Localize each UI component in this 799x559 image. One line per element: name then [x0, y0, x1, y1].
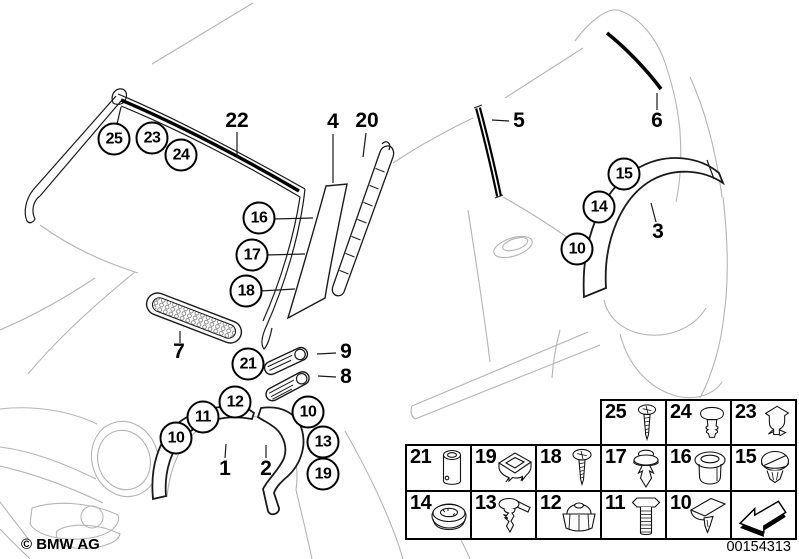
callout-circle-25[interactable]: 25 [98, 123, 131, 156]
legend-cell-24[interactable]: 24 [665, 399, 732, 446]
callout-circle-11[interactable]: 11 [187, 401, 220, 434]
legend-cell-10[interactable]: 10 [665, 490, 732, 540]
callout-circle-10-mid[interactable]: 10 [292, 396, 325, 429]
part-label-2[interactable]: 2 [260, 457, 272, 480]
round-grommet-icon [429, 494, 469, 540]
part-7-bonnet-grille [143, 290, 244, 346]
callout-circle-10-rear[interactable]: 10 [561, 233, 594, 266]
legend-row-1 [600, 399, 797, 446]
part-label-9[interactable]: 9 [340, 340, 352, 363]
legend-cell-12[interactable]: 12 [535, 490, 602, 540]
legend-cell-23[interactable]: 23 [730, 399, 797, 446]
callout-circle-16[interactable]: 16 [243, 202, 276, 235]
part-4-pillar-cover [288, 184, 347, 318]
legend-cell-13[interactable]: 13 [470, 490, 537, 540]
part-label-8[interactable]: 8 [340, 365, 352, 388]
copyright-text: © BMW AG [21, 536, 100, 553]
oval-grommet-icon [691, 448, 729, 492]
part-label-5[interactable]: 5 [513, 109, 525, 132]
callout-circle-23[interactable]: 23 [136, 122, 169, 155]
callout-circle-12[interactable]: 12 [219, 386, 252, 419]
part-5-pillar-strip [474, 105, 503, 198]
callout-circle-19[interactable]: 19 [307, 458, 340, 491]
wedge-clip-icon [687, 494, 729, 540]
legend-cell-arrow[interactable] [730, 490, 797, 540]
dome-head-screw-icon [695, 403, 729, 445]
lever-clip-icon [494, 494, 534, 540]
legend-cell-18[interactable]: 18 [535, 444, 602, 492]
part-label-22[interactable]: 22 [225, 109, 249, 132]
part-20-pillar-carrier [332, 142, 393, 296]
legend-row-3 [405, 490, 797, 540]
pan-head-screw-icon [565, 448, 599, 490]
expanding-rivet-icon [628, 448, 664, 492]
expansion-plug-icon [760, 403, 794, 445]
legend-row-2 [405, 444, 797, 492]
document-number: 00154313 [726, 539, 791, 555]
callout-circle-14[interactable]: 14 [583, 191, 616, 224]
part-label-4[interactable]: 4 [327, 110, 339, 133]
callout-circle-18[interactable]: 18 [230, 275, 263, 308]
callout-circle-17[interactable]: 17 [236, 239, 269, 272]
hex-bolt-icon [628, 494, 664, 540]
callout-circle-15[interactable]: 15 [608, 158, 641, 191]
callout-circle-13[interactable]: 13 [307, 426, 340, 459]
legend-cell-15[interactable]: 15 [730, 444, 797, 492]
legend-cell-14[interactable]: 14 [405, 490, 472, 540]
cap-nut-icon [559, 494, 599, 540]
part-label-7[interactable]: 7 [173, 340, 185, 363]
legend-cell-16[interactable]: 16 [665, 444, 732, 492]
callout-circle-21[interactable]: 21 [232, 348, 265, 381]
part-label-6[interactable]: 6 [651, 109, 663, 132]
legend-cell-17[interactable]: 17 [600, 444, 667, 492]
round-clip-icon [756, 448, 794, 492]
legend-cell-25[interactable]: 25 [600, 399, 667, 446]
direction-arrow-icon [732, 495, 792, 537]
square-grommet-icon [496, 448, 534, 492]
sleeve-icon [435, 448, 469, 492]
legend-cell-11[interactable]: 11 [600, 490, 667, 540]
callout-circle-10-front[interactable]: 10 [160, 422, 193, 455]
part-6-pillar-strip [607, 33, 661, 89]
pan-head-screw-icon [630, 403, 664, 445]
part-label-1[interactable]: 1 [219, 457, 231, 480]
part-label-3[interactable]: 3 [652, 220, 664, 243]
legend-cell-19[interactable]: 19 [470, 444, 537, 492]
callout-circle-24[interactable]: 24 [165, 139, 198, 172]
legend-cell-21[interactable]: 21 [405, 444, 472, 492]
part-label-20[interactable]: 20 [355, 109, 379, 132]
